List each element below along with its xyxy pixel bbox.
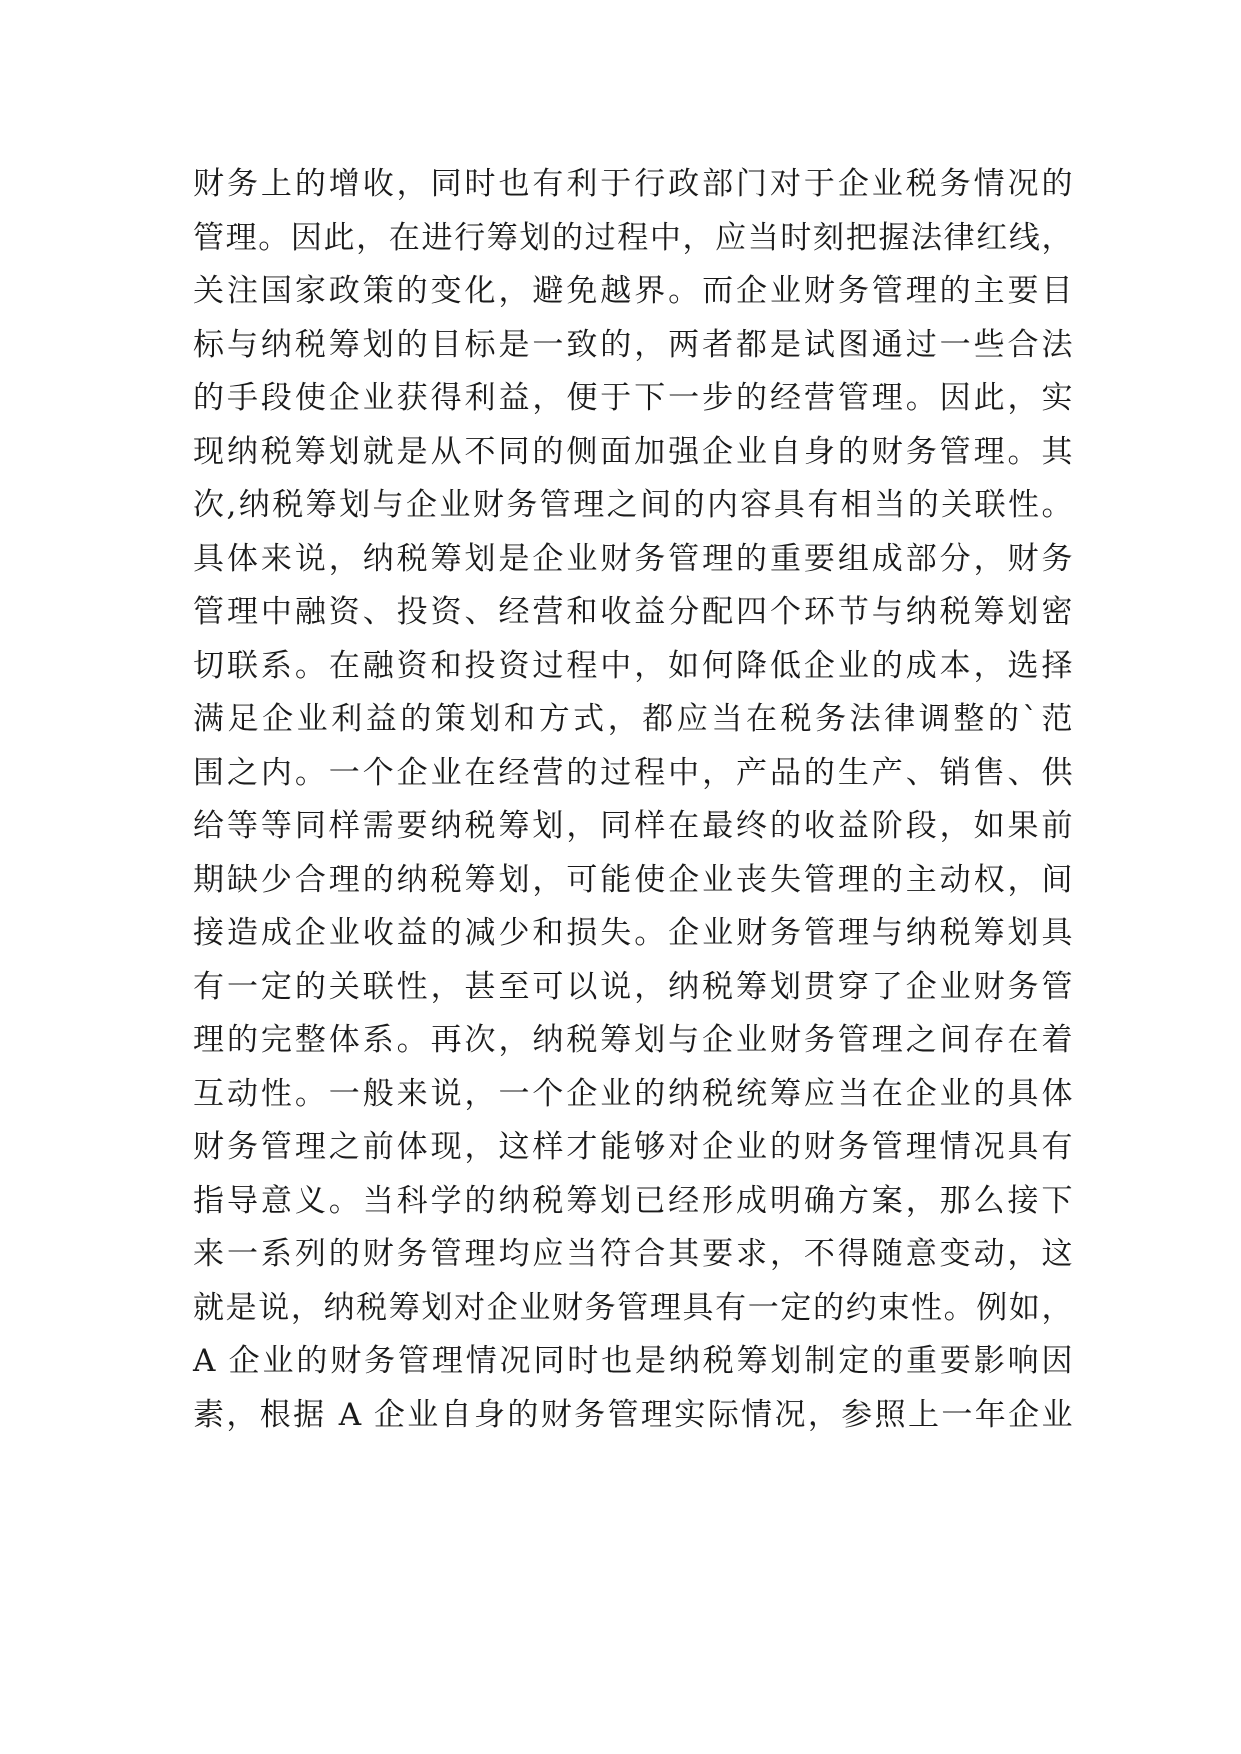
text-line: 满足企业利益的策划和方式，都应当在税务法律调整的`范 xyxy=(193,701,1073,737)
text-line: 就是说，纳税筹划对企业财务管理具有一定的约束性。例如， xyxy=(193,1289,1073,1326)
text-line: 期缺少合理的纳税筹划，可能使企业丧失管理的主动权，间 xyxy=(193,861,1073,898)
text-line: 现纳税筹划就是从不同的侧面加强企业自身的财务管理。其 xyxy=(193,433,1073,470)
body-text xyxy=(193,158,1073,1442)
text-line: 理的完整体系。再次，纳税筹划与企业财务管理之间存在着 xyxy=(193,1022,1073,1058)
text-line: 互动性。一般来说，一个企业的纳税统筹应当在企业的具体 xyxy=(193,1075,1073,1112)
text-line: 有一定的关联性，甚至可以说，纳税筹划贯穿了企业财务管 xyxy=(193,968,1073,1005)
text-line: 来一系列的财务管理均应当符合其要求，不得随意变动，这 xyxy=(193,1236,1073,1272)
text-line: 素，根据 A 企业自身的财务管理实际情况，参照上一年企业 xyxy=(193,1396,1073,1433)
text-line: 的手段使企业获得利益，便于下一步的经营管理。因此，实 xyxy=(193,380,1073,416)
text-line: 关注国家政策的变化，避免越界。而企业财务管理的主要目 xyxy=(193,273,1073,309)
text-line: 标与纳税筹划的目标是一致的，两者都是试图通过一些合法 xyxy=(193,326,1073,363)
text-line: 接造成企业收益的减少和损失。企业财务管理与纳税筹划具 xyxy=(193,915,1073,951)
text-line: 切联系。在融资和投资过程中，如何降低企业的成本，选择 xyxy=(193,647,1073,684)
text-line: 管理。因此，在进行筹划的过程中，应当时刻把握法律红线， xyxy=(193,219,1073,256)
text-line: 给等等同样需要纳税筹划，同样在最终的收益阶段，如果前 xyxy=(193,808,1073,844)
text-line: 管理中融资、投资、经营和收益分配四个环节与纳税筹划密 xyxy=(193,594,1073,630)
text-line: 财务管理之前体现，这样才能够对企业的财务管理情况具有 xyxy=(193,1129,1073,1165)
text-line: 财务上的增收，同时也有利于行政部门对于企业税务情况的 xyxy=(193,166,1073,202)
text-line: 围之内。一个企业在经营的过程中，产品的生产、销售、供 xyxy=(193,754,1073,791)
text-line: 具体来说，纳税筹划是企业财务管理的重要组成部分，财务 xyxy=(193,540,1073,577)
text-line: A 企业的财务管理情况同时也是纳税筹划制定的重要影响因 xyxy=(193,1343,1073,1379)
text-line: 次,纳税筹划与企业财务管理之间的内容具有相当的关联性。 xyxy=(193,487,1073,523)
text-line: 指导意义。当科学的纳税筹划已经形成明确方案，那么接下 xyxy=(193,1182,1073,1219)
